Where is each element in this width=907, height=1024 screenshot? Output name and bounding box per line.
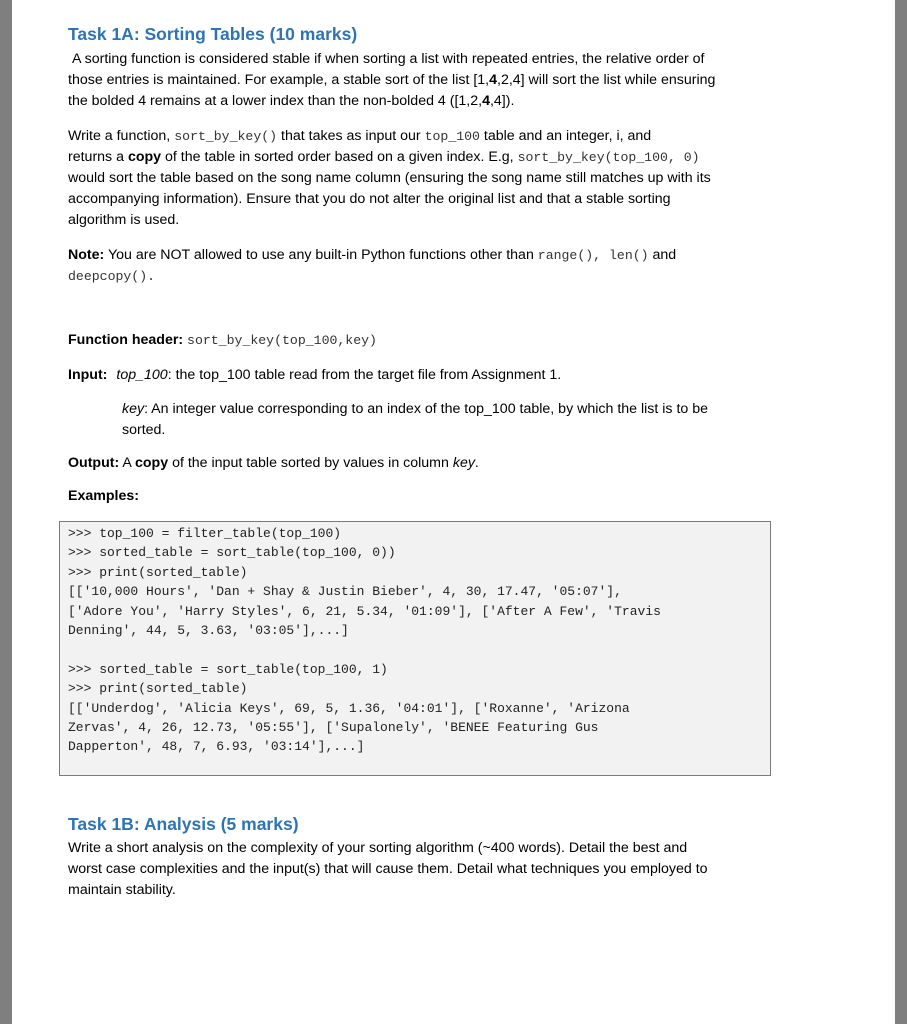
code-line (68, 640, 762, 659)
para-line: Note: You are NOT allowed to use any built-in Python functions other than range(), len() and (68, 247, 677, 263)
stability-paragraph (68, 49, 768, 112)
para-line: would sort the table based on the song name column (ensuring the song name still matches up with its (68, 170, 711, 186)
para-line: worst case complexities and the input(s) that will cause them. Detail what techniques you employed to (68, 861, 708, 877)
code-line: [['Underdog', 'Alicia Keys', 69, 5, 1.36, '04:01'], ['Roxanne', 'Arizona (68, 700, 630, 716)
para-line: those entries is maintained. For example, a stable sort of the list [1,4,2,4] will sort the list while ensuring (68, 72, 716, 88)
code-line: Dapperton', 48, 7, 6.93, '03:14'],...] (68, 739, 365, 755)
code-line: ['Adore You', 'Harry Styles', 6, 21, 5.34, '01:09'], ['After A Few', 'Travis (68, 603, 661, 619)
document-page (12, 0, 895, 1024)
examples-label: Examples: (68, 488, 139, 504)
para-line: returns a copy of the table in sorted order based on a given index. E.g, sort_by_key(top_100, 0) (68, 149, 700, 165)
task-1b-heading: Task 1B: Analysis (5 marks) (68, 814, 299, 834)
para-line: A sorting function is considered stable if when sorting a list with repeated entries, the relative order of (72, 51, 705, 67)
note-paragraph (68, 245, 768, 287)
input-spec: Input: top_100: the top_100 table read from the target file from Assignment 1. key: An integer value corresponding to an index of the top_100 table, by which the list is to be sorted. (68, 367, 709, 438)
para-line: accompanying information). Ensure that you do not alter the original list and that a stable sorting (68, 191, 671, 207)
para-line: the bolded 4 remains at a lower index than the non-bolded 4 ([1,2,4,4]). (68, 93, 515, 109)
para-line: Write a short analysis on the complexity of your sorting algorithm (~400 words). Detail the best and (68, 840, 688, 856)
code-line: >>> print(sorted_table) (68, 564, 248, 580)
example-code-block (59, 521, 771, 776)
code-line: >>> sorted_table = sort_table(top_100, 1) (68, 661, 388, 677)
task-1b-section (68, 812, 768, 901)
task-1a-section (68, 22, 768, 507)
task-1a-heading: Task 1A: Sorting Tables (10 marks) (68, 24, 358, 44)
para-line: maintain stability. (68, 882, 176, 898)
para-line: algorithm is used. (68, 212, 180, 228)
code-line: >>> sorted_table = sort_table(top_100, 0)) (68, 545, 396, 561)
code-line: >>> print(sorted_table) (68, 681, 248, 697)
output-spec: Output: A copy of the input table sorted by values in column key. (68, 455, 479, 471)
code-line: Zervas', 4, 26, 12.73, '05:55'], ['Supalonely', 'BENEE Featuring Gus (68, 720, 599, 736)
function-header: Function header: sort_by_key(top_100,key) (68, 332, 377, 348)
code-line: >>> top_100 = filter_table(top_100) (68, 526, 342, 541)
task-description-paragraph (68, 126, 768, 231)
code-line: [['10,000 Hours', 'Dan + Shay & Justin Bieber', 4, 30, 17.47, '05:07'], (68, 584, 622, 600)
code-line: Denning', 44, 5, 3.63, '03:05'],...] (68, 623, 349, 639)
para-line: Write a function, sort_by_key() that takes as input our top_100 table and an integer, i, and (68, 128, 652, 144)
para-line: deepcopy(). (68, 269, 156, 284)
